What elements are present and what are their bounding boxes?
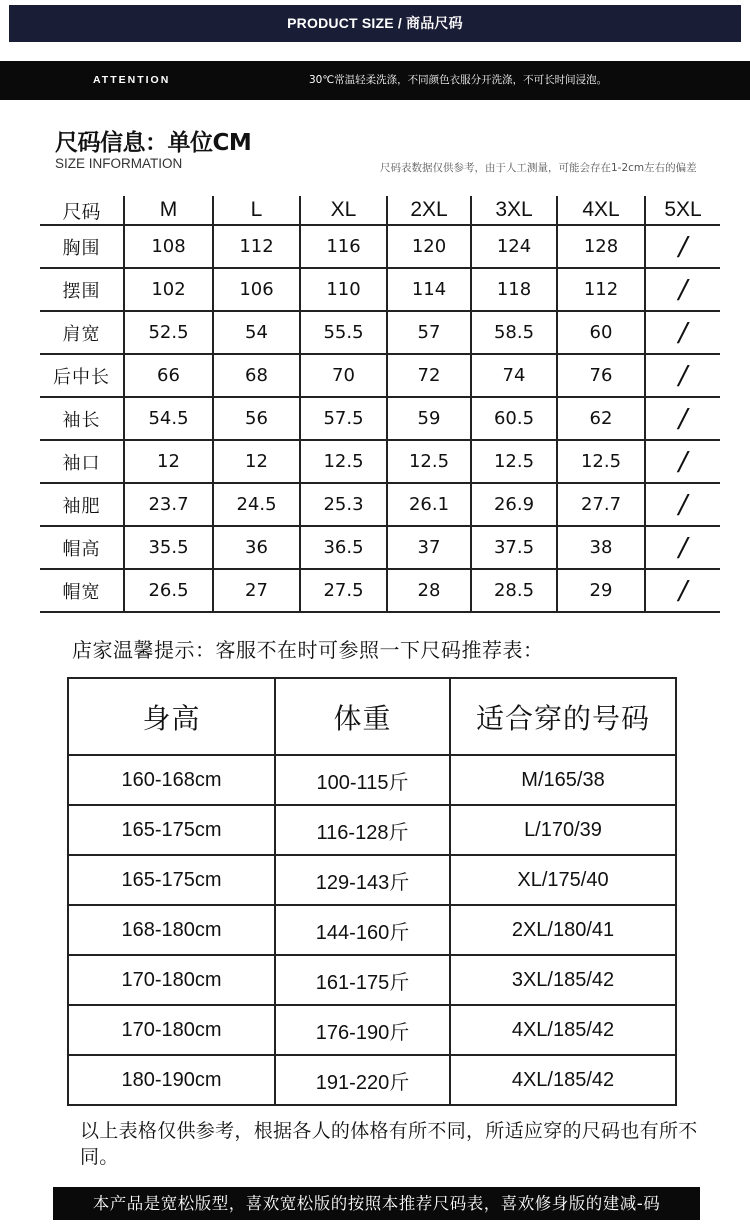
rec-table-row xyxy=(68,1055,676,1105)
size-table-row xyxy=(40,225,720,268)
measurement-value: 24.5 xyxy=(213,483,300,526)
measurement-value: 25.3 xyxy=(300,483,387,526)
measurement-value: 59 xyxy=(387,397,471,440)
product-size-banner: PRODUCT SIZE / 商品尺码 xyxy=(9,5,741,42)
measurement-label: 帽高 xyxy=(40,526,124,569)
measurement-value: 76 xyxy=(557,354,645,397)
measurement-label: 摆围 xyxy=(40,268,124,311)
measurement-value: 26.1 xyxy=(387,483,471,526)
measurement-label: 袖长 xyxy=(40,397,124,440)
height-range: 165-175cm xyxy=(68,805,275,855)
rec-table-row xyxy=(68,905,676,955)
size-table-row xyxy=(40,569,720,612)
size-info-subtitle: SIZE INFORMATION xyxy=(55,156,183,171)
measurement-value: 68 xyxy=(213,354,300,397)
measurement-value: 57 xyxy=(387,311,471,354)
measurement-value: 52.5 xyxy=(124,311,213,354)
measurement-value: 37.5 xyxy=(471,526,557,569)
measurement-value: 70 xyxy=(300,354,387,397)
measurement-label: 胸围 xyxy=(40,225,124,268)
measurement-value: 60 xyxy=(557,311,645,354)
recommended-size: 4XL/185/42 xyxy=(450,1055,676,1105)
rec-table-row xyxy=(68,805,676,855)
weight-range: 129-143斤 xyxy=(275,855,450,905)
measurement-value: 26.5 xyxy=(124,569,213,612)
measurement-value: 108 xyxy=(124,225,213,268)
measurement-value: 12.5 xyxy=(471,440,557,483)
rec-table-row xyxy=(68,1005,676,1055)
measurement-label: 后中长 xyxy=(40,354,124,397)
measurement-value: 66 xyxy=(124,354,213,397)
size-table-row xyxy=(40,397,720,440)
size-table-row xyxy=(40,483,720,526)
height-range: 168-180cm xyxy=(68,905,275,955)
weight-range: 161-175斤 xyxy=(275,955,450,1005)
weight-header: 体重 xyxy=(275,678,450,755)
measurement-value: 37 xyxy=(387,526,471,569)
not-available-cell: / xyxy=(645,569,720,612)
measurement-value: 74 xyxy=(471,354,557,397)
measurement-value: 26.9 xyxy=(471,483,557,526)
rec-table-row xyxy=(68,955,676,1005)
weight-range: 176-190斤 xyxy=(275,1005,450,1055)
measurement-value: 12.5 xyxy=(300,440,387,483)
height-header: 身高 xyxy=(68,678,275,755)
measurement-value: 12.5 xyxy=(557,440,645,483)
measurement-value: 62 xyxy=(557,397,645,440)
height-range: 170-180cm xyxy=(68,1005,275,1055)
measurement-value: 28 xyxy=(387,569,471,612)
care-instructions: 30℃常温轻柔洗涤，不同颜色衣服分开洗涤，不可长时间浸泡。 xyxy=(309,74,608,86)
measurement-label: 肩宽 xyxy=(40,311,124,354)
not-available-cell: / xyxy=(645,483,720,526)
size-column-header: L xyxy=(213,196,300,225)
recommended-size: L/170/39 xyxy=(450,805,676,855)
size-table-row xyxy=(40,311,720,354)
measurement-value: 102 xyxy=(124,268,213,311)
measurement-value: 54.5 xyxy=(124,397,213,440)
measurement-value: 57.5 xyxy=(300,397,387,440)
not-available-cell: / xyxy=(645,354,720,397)
not-available-cell: / xyxy=(645,311,720,354)
attention-bar xyxy=(0,61,750,100)
recommended-size: 3XL/185/42 xyxy=(450,955,676,1005)
size-info-title: 尺码信息：单位CM xyxy=(55,130,252,156)
recommendation-table xyxy=(67,677,677,1106)
weight-range: 116-128斤 xyxy=(275,805,450,855)
size-table xyxy=(40,196,720,613)
recommended-size: XL/175/40 xyxy=(450,855,676,905)
size-table-row xyxy=(40,268,720,311)
measurement-value: 60.5 xyxy=(471,397,557,440)
recommended-size: 4XL/185/42 xyxy=(450,1005,676,1055)
measurement-value: 12 xyxy=(213,440,300,483)
recommended-size: M/165/38 xyxy=(450,755,676,805)
not-available-cell: / xyxy=(645,440,720,483)
measurement-value: 27.5 xyxy=(300,569,387,612)
measurement-label: 袖口 xyxy=(40,440,124,483)
measurement-label: 袖肥 xyxy=(40,483,124,526)
measurement-value: 27 xyxy=(213,569,300,612)
measurement-value: 27.7 xyxy=(557,483,645,526)
recommendation-tip: 店家温馨提示：客服不在时可参照一下尺码推荐表： xyxy=(72,638,544,662)
measurement-value: 54 xyxy=(213,311,300,354)
measurement-value: 110 xyxy=(300,268,387,311)
size-column-header: M xyxy=(124,196,213,225)
measurement-value: 128 xyxy=(557,225,645,268)
weight-range: 100-115斤 xyxy=(275,755,450,805)
attention-label: ATTENTION xyxy=(93,74,171,86)
recommended-size: 2XL/180/41 xyxy=(450,905,676,955)
size-table-header-row xyxy=(40,196,720,225)
height-range: 170-180cm xyxy=(68,955,275,1005)
size-table-row xyxy=(40,526,720,569)
measurement-value: 12.5 xyxy=(387,440,471,483)
measurement-value: 116 xyxy=(300,225,387,268)
measurement-value: 56 xyxy=(213,397,300,440)
size-table-row xyxy=(40,354,720,397)
not-available-cell: / xyxy=(645,225,720,268)
measurement-value: 118 xyxy=(471,268,557,311)
measurement-value: 38 xyxy=(557,526,645,569)
height-range: 180-190cm xyxy=(68,1055,275,1105)
measurement-value: 12 xyxy=(124,440,213,483)
measurement-value: 29 xyxy=(557,569,645,612)
size-table-row xyxy=(40,440,720,483)
size-table-corner: 尺码 xyxy=(40,196,124,225)
measurement-value: 28.5 xyxy=(471,569,557,612)
measurement-value: 124 xyxy=(471,225,557,268)
rec-table-row xyxy=(68,855,676,905)
height-range: 160-168cm xyxy=(68,755,275,805)
measurement-value: 35.5 xyxy=(124,526,213,569)
measurement-value: 72 xyxy=(387,354,471,397)
measurement-value: 58.5 xyxy=(471,311,557,354)
measurement-value: 36.5 xyxy=(300,526,387,569)
size-column-header: 4XL xyxy=(557,196,645,225)
fit-size-header: 适合穿的号码 xyxy=(450,678,676,755)
measurement-value: 23.7 xyxy=(124,483,213,526)
not-available-cell: / xyxy=(645,268,720,311)
rec-table-header-row xyxy=(68,678,676,755)
disclaimer: 以上表格仅供参考，根据各人的体格有所不同，所适应穿的尺码也有所不同。 xyxy=(80,1120,698,1168)
weight-range: 144-160斤 xyxy=(275,905,450,955)
measurement-label: 帽宽 xyxy=(40,569,124,612)
measurement-value: 55.5 xyxy=(300,311,387,354)
not-available-cell: / xyxy=(645,526,720,569)
measurement-value: 112 xyxy=(557,268,645,311)
measurement-value: 114 xyxy=(387,268,471,311)
size-column-header: XL xyxy=(300,196,387,225)
measurement-value: 112 xyxy=(213,225,300,268)
weight-range: 191-220斤 xyxy=(275,1055,450,1105)
measurement-value: 106 xyxy=(213,268,300,311)
measurement-value: 120 xyxy=(387,225,471,268)
size-column-header: 2XL xyxy=(387,196,471,225)
size-column-header: 3XL xyxy=(471,196,557,225)
fit-notice-bar: 本产品是宽松版型，喜欢宽松版的按照本推荐尺码表，喜欢修身版的建减-码 xyxy=(53,1187,700,1220)
measurement-note: 尺码表数据仅供参考，由于人工测量，可能会存在1-2cm左右的偏差 xyxy=(380,162,697,174)
not-available-cell: / xyxy=(645,397,720,440)
rec-table-row xyxy=(68,755,676,805)
size-column-header: 5XL xyxy=(645,196,720,225)
measurement-value: 36 xyxy=(213,526,300,569)
height-range: 165-175cm xyxy=(68,855,275,905)
